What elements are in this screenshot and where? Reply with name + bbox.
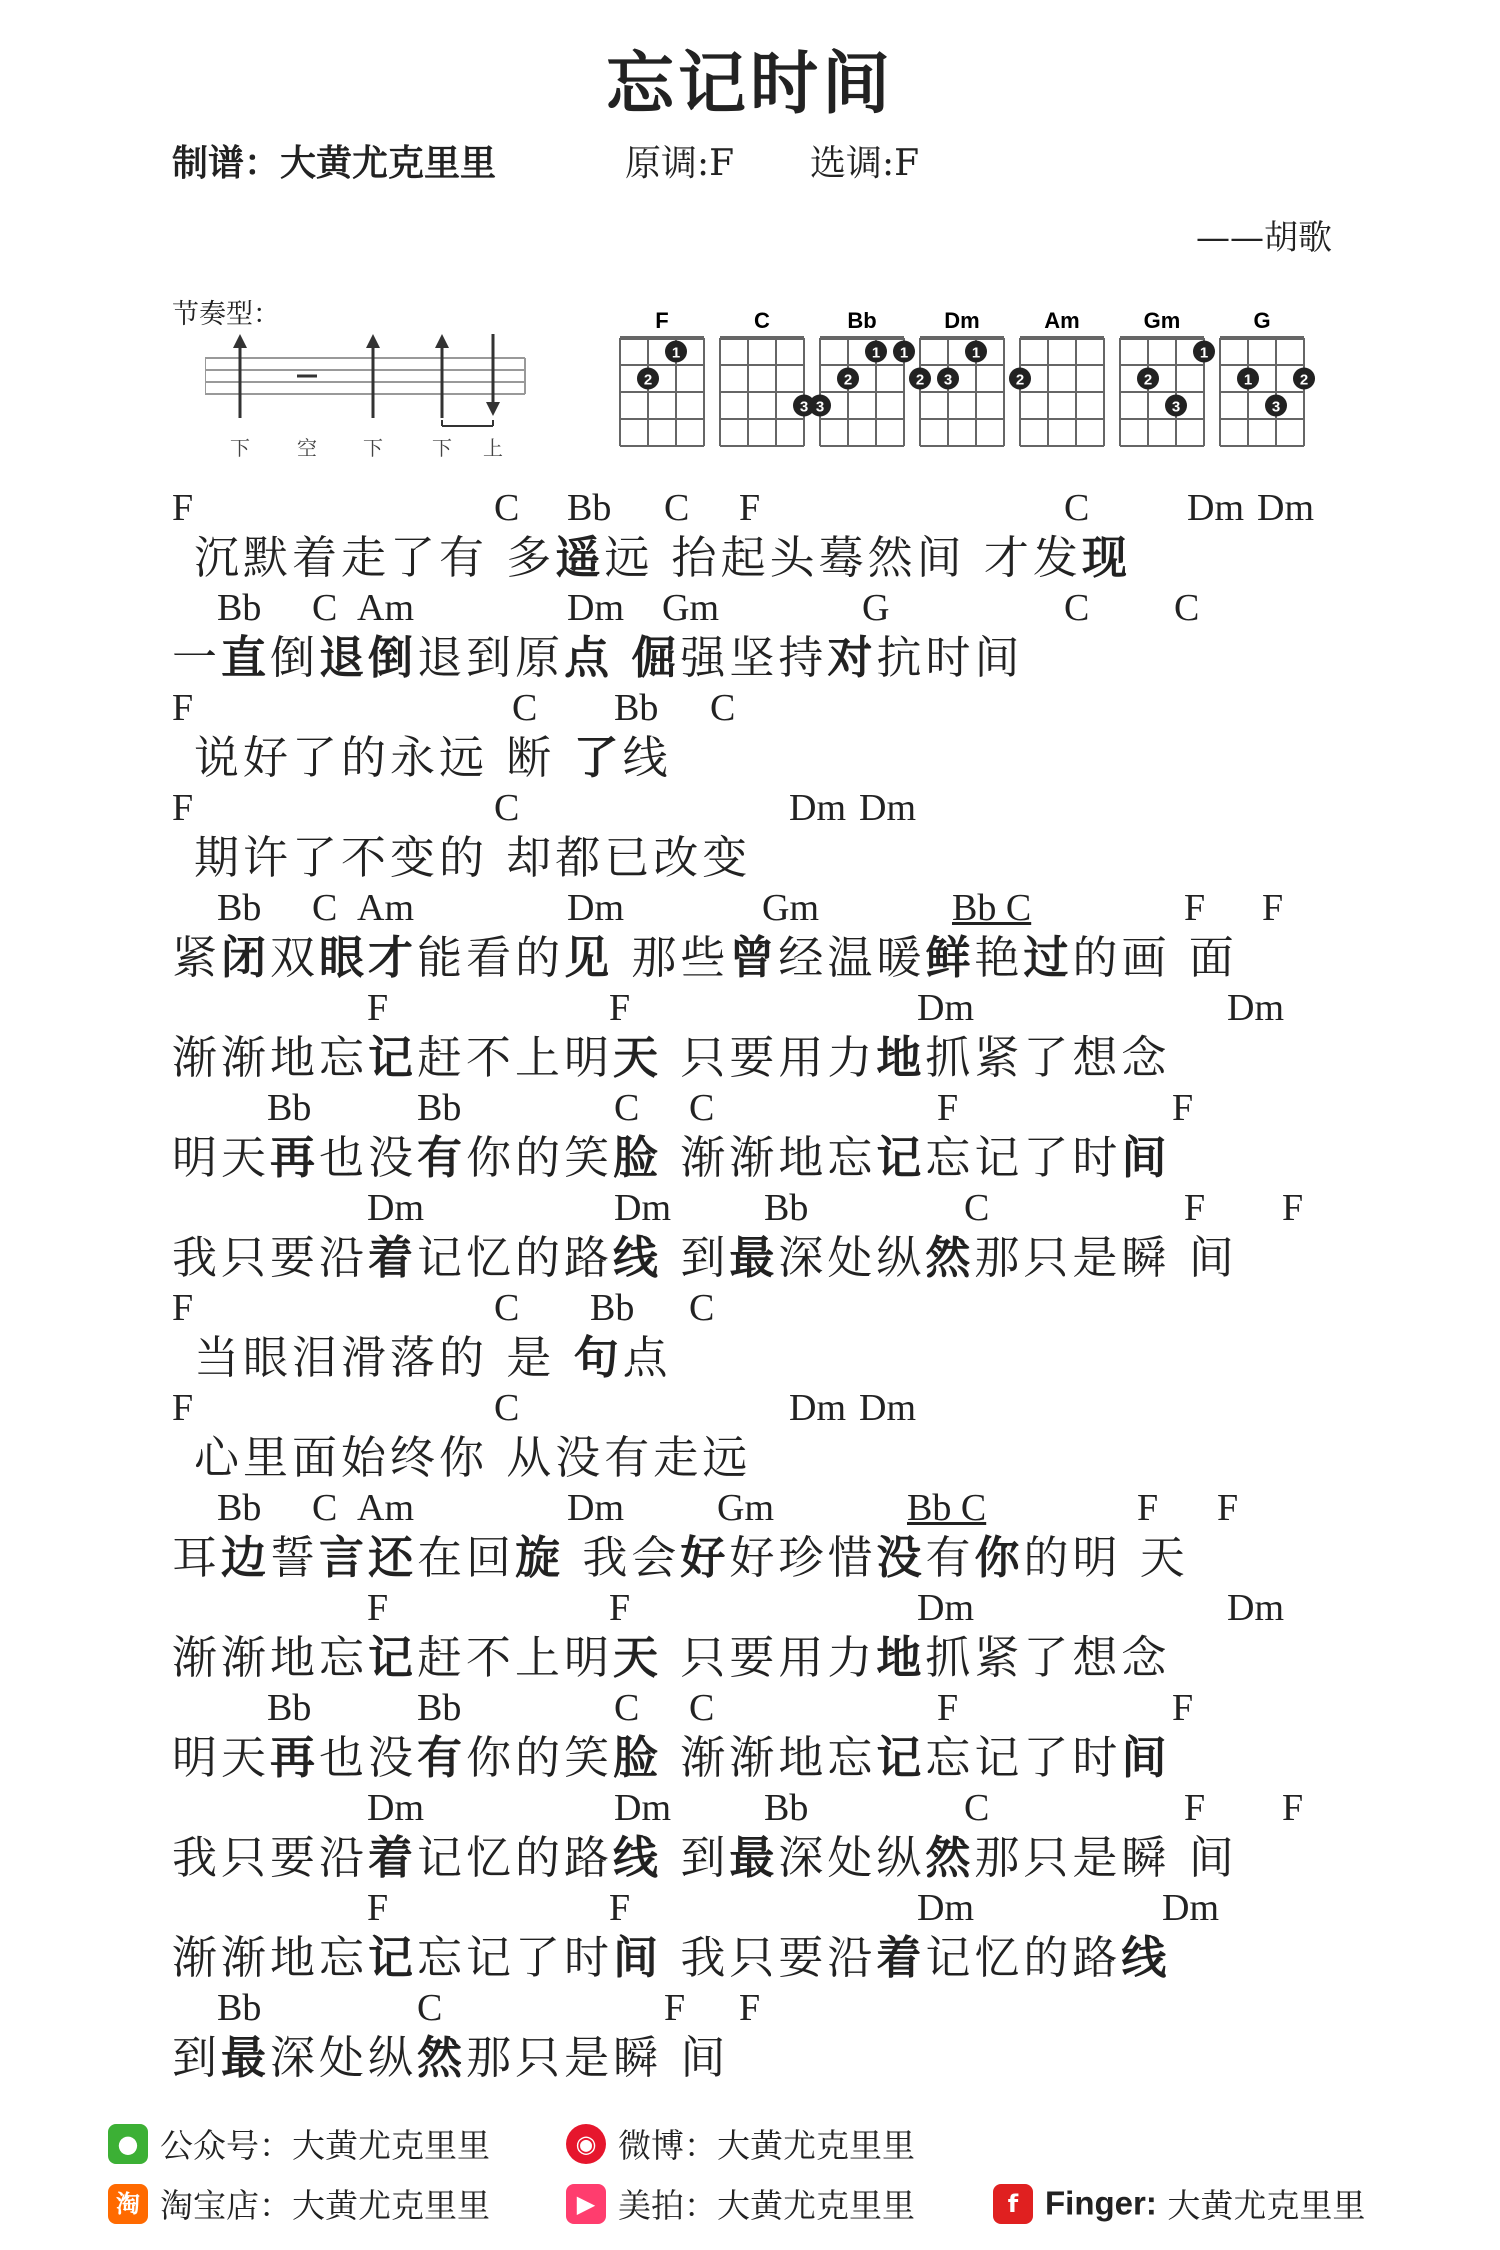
chord-symbol: F xyxy=(664,1987,686,2029)
chord-symbol: Bb xyxy=(217,887,262,929)
chord-symbol: F xyxy=(739,1987,761,2029)
chord-symbol: Bb xyxy=(764,1187,809,1229)
chord-diagram xyxy=(720,308,815,446)
chord-symbol: F xyxy=(367,1887,389,1929)
lyric-line xyxy=(172,1185,1372,1285)
finger-number: 1 xyxy=(1199,344,1209,362)
chord-symbol: Am xyxy=(357,887,414,929)
chord-symbol: Dm xyxy=(917,1587,974,1629)
chord-diagram xyxy=(909,308,1004,446)
stroke-up xyxy=(486,334,500,416)
chord-symbol: F xyxy=(1184,887,1206,929)
chord-symbol: Dm xyxy=(1227,987,1284,1029)
chord-diagram-name: Am xyxy=(1044,308,1080,333)
chord-symbol: Dm xyxy=(1227,1587,1284,1629)
lyric-text: 我只要沿着记忆的路线 到最深处纵然那只是瞬 间 xyxy=(172,1231,1238,1284)
chord-symbol: Dm xyxy=(614,1787,671,1829)
chord-symbol: F xyxy=(1184,1187,1206,1229)
chord-symbol: Dm xyxy=(367,1787,424,1829)
finger-number: 2 xyxy=(1299,371,1309,389)
lyric-text: 沉默着走了有 多遥远 抬起头蓦然间 才发现 xyxy=(194,531,1131,584)
chord-symbol: Gm xyxy=(717,1487,774,1529)
song-title: 忘记时间 xyxy=(605,45,894,124)
chord-symbol: C xyxy=(512,687,538,729)
chord-symbol: Bb C xyxy=(952,887,1032,929)
chord-symbol: F xyxy=(739,487,761,529)
arranger: 制谱：大黄尤克里里 xyxy=(172,143,497,184)
chord-symbol: Dm xyxy=(567,587,624,629)
chord-symbol: F xyxy=(1137,1487,1159,1529)
lyric-text: 明天再也没有你的笑脸 渐渐地忘记忘记了时间 xyxy=(172,1731,1171,1784)
finger-number: 3 xyxy=(1271,398,1281,416)
chord-symbol: Dm xyxy=(1187,487,1244,529)
chord-symbol: F xyxy=(367,987,389,1029)
finger-number: 3 xyxy=(1171,398,1181,416)
chord-symbol: Bb xyxy=(764,1787,809,1829)
artist: ——胡歌 xyxy=(1196,218,1332,258)
chord-symbol: G xyxy=(862,587,890,629)
finger-number: 2 xyxy=(643,371,653,389)
lyric-line xyxy=(172,685,1372,785)
lyric-text: 渐渐地忘记赶不上明天 只要用力地抓紧了想念 xyxy=(172,1031,1171,1084)
finger-number: 1 xyxy=(899,344,909,362)
chord-symbol: C xyxy=(312,587,338,629)
chord-symbol: F xyxy=(367,1587,389,1629)
weibo-icon: ◉ xyxy=(566,2124,606,2164)
finger-number: 1 xyxy=(971,344,981,362)
finger-number: 2 xyxy=(1015,371,1025,389)
lyric-line xyxy=(172,1885,1372,1985)
chord-symbol: C xyxy=(494,487,520,529)
lyric-line xyxy=(172,785,1372,885)
chord-symbol: C xyxy=(1064,587,1090,629)
chord-symbol: F xyxy=(1217,1487,1239,1529)
finger-number: 2 xyxy=(915,371,925,389)
selected-key: 选调:F xyxy=(810,143,920,184)
chord-symbol: Dm xyxy=(859,787,916,829)
lyric-text: 渐渐地忘记忘记了时间 我只要沿着记忆的路线 xyxy=(172,1931,1171,1984)
chord-symbol: F xyxy=(1172,1687,1194,1729)
lyric-text: 耳边誓言还在回旋 我会好好珍惜没有你的明 天 xyxy=(172,1531,1189,1584)
lyric-text: 到最深处纵然那只是瞬 间 xyxy=(172,2031,730,2084)
chord-symbol: F xyxy=(609,987,631,1029)
lyric-text: 我只要沿着记忆的路线 到最深处纵然那只是瞬 间 xyxy=(172,1831,1238,1884)
stroke-label: 上 xyxy=(483,436,503,460)
lyric-text: 明天再也没有你的笑脸 渐渐地忘记忘记了时间 xyxy=(172,1131,1171,1184)
stroke-label: 下 xyxy=(230,436,250,460)
finger-number: 3 xyxy=(799,398,809,416)
chord-diagram xyxy=(1220,308,1315,446)
lyric-line xyxy=(172,985,1372,1085)
chord-symbol: C xyxy=(494,1387,520,1429)
meipai-icon: ▶ xyxy=(566,2184,606,2224)
chord-symbol: C xyxy=(689,1687,715,1729)
chord-diagram xyxy=(809,308,915,446)
chord-symbol: Dm xyxy=(917,1887,974,1929)
chord-symbol: F xyxy=(1282,1187,1304,1229)
chord-symbol: C xyxy=(689,1287,715,1329)
chord-symbol: Am xyxy=(357,1487,414,1529)
chord-symbol: C xyxy=(494,787,520,829)
chord-symbol: F xyxy=(609,1587,631,1629)
chord-symbol: F xyxy=(172,487,194,529)
chord-symbol: Bb xyxy=(217,1487,262,1529)
chord-symbol: Dm xyxy=(789,1387,846,1429)
chord-symbol: Bb xyxy=(217,1987,262,2029)
chord-symbol: Dm xyxy=(367,1187,424,1229)
finger-number: 1 xyxy=(871,344,881,362)
lyric-text: 紧闭双眼才能看的见 那些曾经温暖鲜艳过的画 面 xyxy=(172,931,1238,984)
chord-diagram-name: Gm xyxy=(1143,308,1181,333)
chord-diagram xyxy=(1009,308,1104,446)
chord-symbol: C xyxy=(710,687,736,729)
chord-symbol: F xyxy=(609,1887,631,1929)
chord-symbol: Gm xyxy=(662,587,719,629)
chord-symbol: F xyxy=(172,1287,194,1329)
chord-symbol: C xyxy=(1064,487,1090,529)
footer-finger: f Finger: 大黄尤克里里 xyxy=(993,2180,1365,2227)
finger-number: 2 xyxy=(843,371,853,389)
lyric-line xyxy=(172,1385,1372,1485)
chord-diagram xyxy=(1120,308,1215,446)
chord-symbol: C xyxy=(664,487,690,529)
chord-symbol: Bb xyxy=(217,587,262,629)
chord-diagram-name: C xyxy=(754,308,770,333)
stroke-label: 下 xyxy=(363,436,383,460)
chord-symbol: C xyxy=(1174,587,1200,629)
chord-symbol: Bb xyxy=(417,1687,462,1729)
finger-number: 2 xyxy=(1143,371,1153,389)
chord-symbol: Bb xyxy=(267,1687,312,1729)
lyric-line xyxy=(172,1585,1372,1685)
rhythm-pattern xyxy=(205,330,545,465)
chord-symbol: F xyxy=(172,1387,194,1429)
chord-symbol: Dm xyxy=(614,1187,671,1229)
chord-diagram-name: Bb xyxy=(847,308,877,333)
chord-symbol: F xyxy=(1184,1787,1206,1829)
taobao-icon: 淘 xyxy=(108,2184,148,2224)
chord-symbol: C xyxy=(312,887,338,929)
chord-symbol: Dm xyxy=(859,1387,916,1429)
chord-symbol: F xyxy=(172,787,194,829)
chord-symbol: Bb xyxy=(590,1287,635,1329)
footer-weibo: ◉ 微博：大黄尤克里里 xyxy=(566,2120,915,2167)
chord-symbol: C xyxy=(964,1187,990,1229)
finger-number: 1 xyxy=(671,344,681,362)
finger-icon: f xyxy=(993,2184,1033,2224)
chord-diagram-name: Dm xyxy=(944,308,980,333)
footer-taobao: 淘 淘宝店：大黄尤克里里 xyxy=(108,2180,490,2227)
lyric-line xyxy=(172,885,1372,985)
lyric-text: 一直倒退倒退到原点 倔强坚持对抗时间 xyxy=(172,631,1024,684)
chord-diagram-name: F xyxy=(655,308,669,333)
chord-symbol: F xyxy=(1172,1087,1194,1129)
chord-symbol: Bb xyxy=(567,487,612,529)
original-key: 原调:F xyxy=(625,143,735,184)
finger-number: 1 xyxy=(1243,371,1253,389)
lyric-line xyxy=(172,1285,1372,1385)
stroke-down-2 xyxy=(366,334,380,418)
chord-symbol: C xyxy=(417,1987,443,2029)
lyric-text: 渐渐地忘记赶不上明天 只要用力地抓紧了想念 xyxy=(172,1631,1171,1684)
chord-symbol: Bb xyxy=(614,687,659,729)
wechat-icon: ● xyxy=(108,2124,148,2164)
lyric-line xyxy=(172,1985,1372,2085)
chord-symbol: Dm xyxy=(1257,487,1314,529)
lyric-text: 期许了不变的 却都已改变 xyxy=(194,831,752,884)
chord-diagrams xyxy=(615,300,1360,460)
lyric-sheet xyxy=(172,485,1372,2085)
chord-symbol: F xyxy=(937,1687,959,1729)
chord-symbol: C xyxy=(964,1787,990,1829)
chord-symbol: F xyxy=(172,687,194,729)
chord-symbol: Dm xyxy=(1162,1887,1219,1929)
lyric-line xyxy=(172,1685,1372,1785)
finger-number: 3 xyxy=(943,371,953,389)
chord-symbol: Gm xyxy=(762,887,819,929)
lyric-text: 说好了的永远 断 了线 xyxy=(194,731,672,784)
stroke-label: 下 xyxy=(432,436,452,460)
chord-symbol: Bb xyxy=(417,1087,462,1129)
chord-symbol: F xyxy=(937,1087,959,1129)
chord-symbol: Dm xyxy=(917,987,974,1029)
footer-wechat: ● 公众号：大黄尤克里里 xyxy=(108,2120,490,2167)
chord-symbol: Dm xyxy=(567,1487,624,1529)
lyric-line xyxy=(172,1085,1372,1185)
lyric-text: 心里面始终你 从没有走远 xyxy=(194,1431,752,1484)
chord-diagram-name: G xyxy=(1253,308,1271,333)
lyric-line xyxy=(172,1785,1372,1885)
chord-symbol: F xyxy=(1282,1787,1304,1829)
stroke-down-3 xyxy=(435,334,449,418)
rhythm-label: 节奏型： xyxy=(172,299,280,330)
finger-number: 3 xyxy=(815,398,825,416)
chord-symbol: C xyxy=(614,1687,640,1729)
chord-symbol: Am xyxy=(357,587,414,629)
chord-symbol: F xyxy=(1262,887,1284,929)
chord-symbol: C xyxy=(312,1487,338,1529)
chord-diagram xyxy=(620,308,704,446)
footer-meipai: ▶ 美拍：大黄尤克里里 xyxy=(566,2180,915,2227)
lyric-text: 当眼泪滑落的 是 句点 xyxy=(194,1331,672,1384)
chord-symbol: C xyxy=(614,1087,640,1129)
chord-symbol: Dm xyxy=(567,887,624,929)
chord-symbol: Bb xyxy=(267,1087,312,1129)
stroke-down-1 xyxy=(233,334,247,418)
chord-symbol: C xyxy=(689,1087,715,1129)
chord-symbol: Dm xyxy=(789,787,846,829)
lyric-line xyxy=(172,1485,1372,1585)
chord-symbol: Bb C xyxy=(907,1487,987,1529)
lyric-line xyxy=(172,585,1372,685)
chord-symbol: C xyxy=(494,1287,520,1329)
lyric-line xyxy=(172,485,1372,585)
stroke-label: 空 xyxy=(297,436,317,460)
